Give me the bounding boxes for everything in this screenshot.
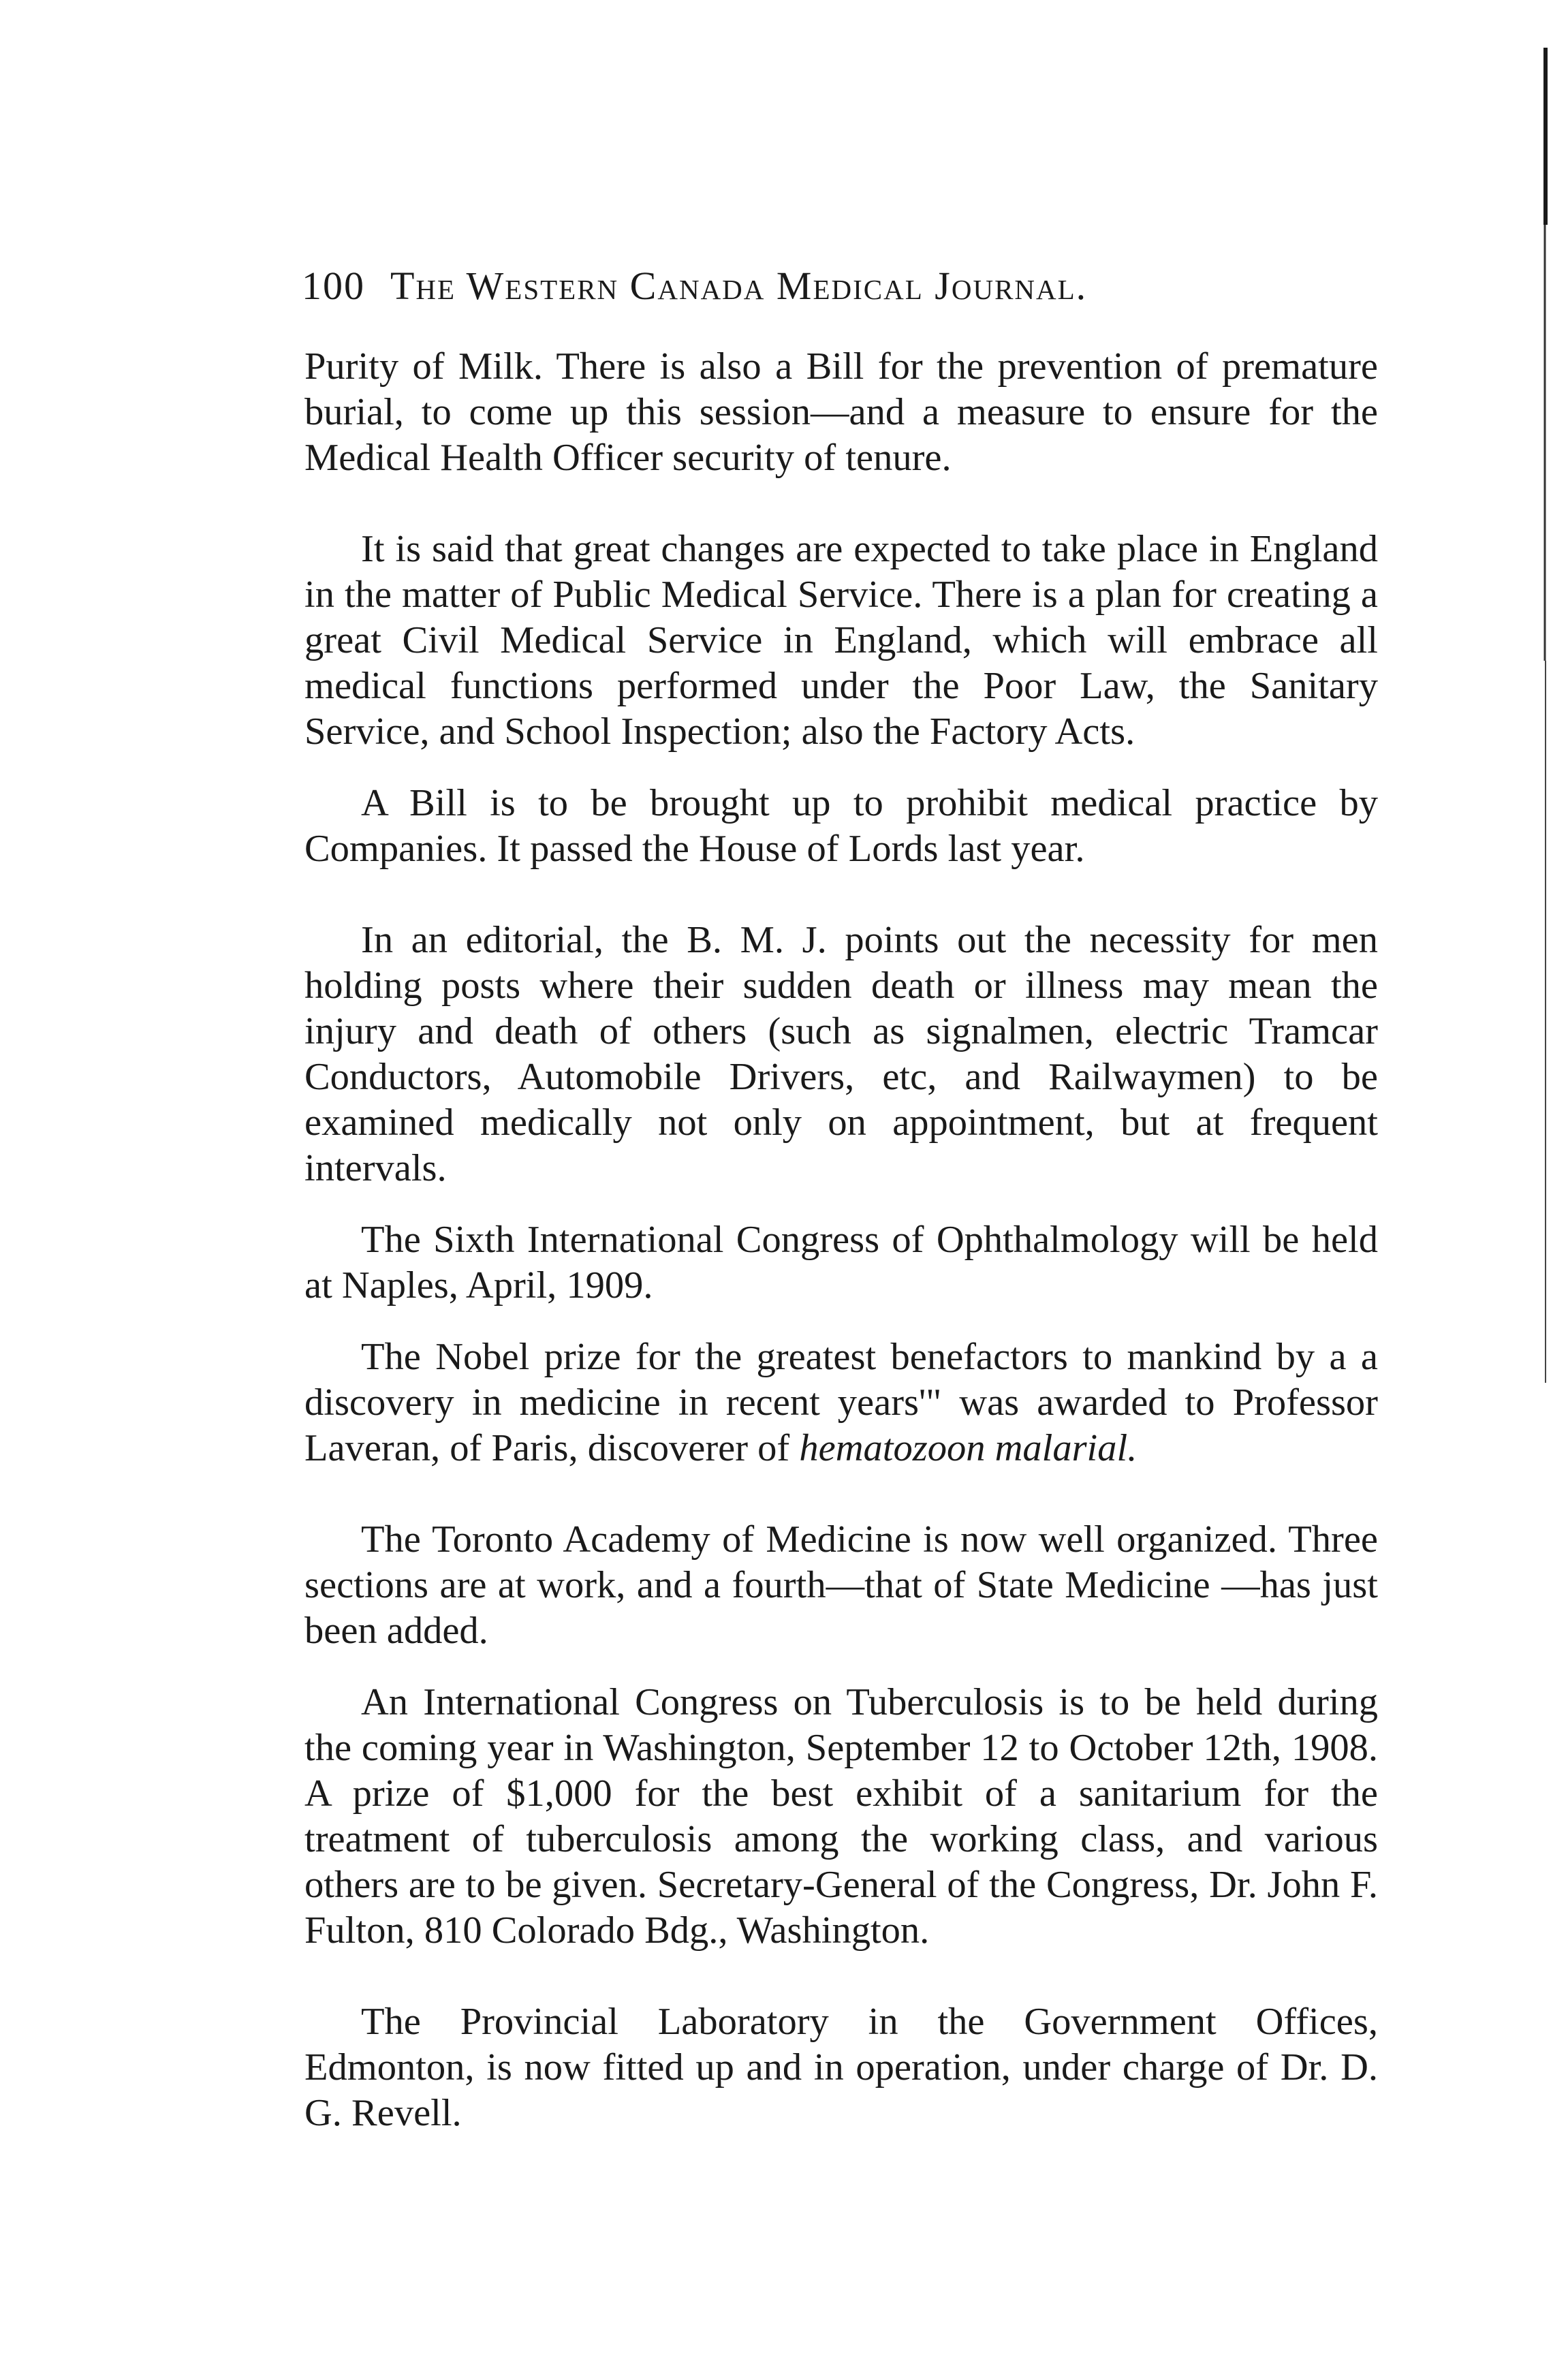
paragraph-companies-bill: A Bill is to be brought up to prohibit medical practice by Companies. It passed the House of Lords last year. <box>304 782 1378 870</box>
paragraph-milk-purity: Purity of Milk. There is also a Bill for the prevention of premature burial, to come up this session—and a measure to ensure for the Medical Health Officer security of tenure. <box>304 345 1378 479</box>
paragraph-provincial-laboratory: The Provincial Laboratory in the Government Offices, Edmonton, is now fitted up and in operation, under charge of Dr. D. G. Revell. <box>304 2001 1378 2134</box>
paragraph-tuberculosis-congress: An International Congress on Tuberculosis is to be held during the coming year in Washington, September 12 to October 12th, 1908. A prize of $1,000 for the best exhibit of a sanitarium for the treatment of tuberculosis among the working class, and various others are to be given. Secretary-General of the Congress, Dr. John F. Fulton, 810 Colorado Bdg., Washington. <box>304 1681 1378 1952</box>
paragraph-public-medical-service: It is said that great changes are expected to take place in England in the matter of Public Medical Service. There is a plan for creating a great Civil Medical Service in England, which will embrace all medical functions performed under the Poor Law, the Sanitary Service, and School Inspection; also the Factory Acts. <box>304 528 1378 753</box>
paragraph-bmj-editorial: In an editorial, the B. M. J. points out the necessity for men holding posts where their sudden death or illness may mean the injury and death of others (such as signalmen, electric Tramcar Conductors, Automobile Drivers, etc, and Railwaymen) to be examined medically not only on appointment, but at frequent intervals. <box>304 919 1378 1189</box>
paragraph-nobel-prize <box>304 1334 1378 1471</box>
nobel-prize-italic: hematozoon malarial. <box>799 1427 1138 1469</box>
scan-edge-mark <box>1543 48 1548 1383</box>
page-number: 100 <box>302 264 365 308</box>
paragraph-toronto-academy: The Toronto Academy of Medicine is now well organized. Three sections are at work, and a fourth—that of State Medicine —has just been added. <box>304 1518 1378 1652</box>
paragraph-ophthalmology-congress: The Sixth International Congress of Ophthalmology will be held at Naples, April, 1909. <box>304 1219 1378 1307</box>
journal-title: The Western Canada Medical Journal. <box>390 264 1088 308</box>
running-head <box>302 262 1392 310</box>
nobel-prize-text: The Nobel prize for the greatest benefactors to mankind by a a discovery in medicine in recent years'" was awarded to Professor Laveran, of Paris, discoverer of <box>304 1336 1378 1469</box>
article-body <box>304 344 1378 2136</box>
